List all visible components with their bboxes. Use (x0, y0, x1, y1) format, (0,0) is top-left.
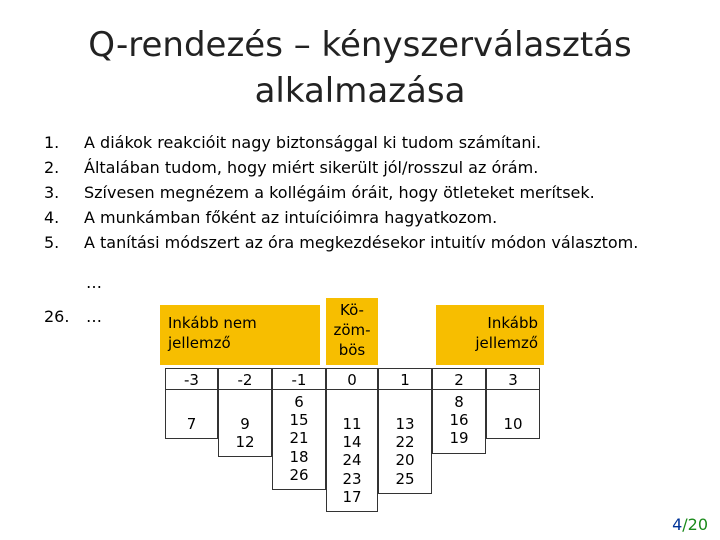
scale-value: -2 (218, 368, 272, 390)
statement-id: 16 (449, 411, 469, 430)
statement-item (44, 230, 638, 255)
scale-value: 1 (378, 368, 432, 390)
q-sort-column (378, 390, 432, 494)
statement-id: 10 (503, 415, 523, 433)
statement-item (44, 155, 638, 180)
statement-id: 22 (395, 433, 415, 452)
statement-item-last (44, 307, 102, 326)
label-line: jellemző (475, 334, 538, 352)
q-sort-column (486, 390, 540, 439)
statement-id: 25 (395, 469, 415, 488)
scale-value: 0 (326, 368, 378, 390)
title-line-2: alkalmazása (254, 71, 466, 111)
statement-id: 12 (235, 433, 255, 452)
statement-number: 4. (44, 208, 60, 227)
statement-id: 21 (289, 429, 309, 448)
label-line: Inkább nem (168, 314, 257, 332)
label-line: bös (338, 341, 366, 359)
scale-value: -1 (272, 368, 326, 390)
scale-value: -3 (165, 368, 218, 390)
statement-number: 2. (44, 158, 60, 177)
q-sort-column (326, 390, 378, 512)
page-number (672, 515, 708, 534)
statement-id: 11 (342, 415, 362, 433)
scale-value: 2 (432, 368, 486, 390)
slide-title (0, 22, 720, 114)
label-characteristic (436, 305, 544, 365)
statement-id: 13 (395, 415, 415, 433)
statement-ellipsis: … (86, 273, 102, 292)
statement-id: 6 (294, 393, 304, 411)
q-sort-column (272, 390, 326, 490)
statement-item (44, 180, 638, 205)
page-separator: / (682, 515, 688, 534)
label-not-characteristic (160, 305, 320, 365)
label-line: zöm- (333, 321, 371, 339)
statement-id: 26 (289, 465, 309, 484)
statement-id: 7 (186, 415, 197, 433)
statement-id: 20 (395, 451, 415, 470)
statement-item (44, 205, 638, 230)
statement-text: Szívesen megnézem a kollégáim óráit, hogy ötleteket merítsek. (84, 183, 595, 202)
q-sort-column (218, 390, 272, 457)
label-line: Kö- (340, 301, 364, 319)
statement-id: 17 (342, 487, 362, 506)
statement-item (44, 130, 638, 155)
statement-id: 15 (289, 411, 309, 430)
statement-number: 1. (44, 133, 60, 152)
statement-id: 19 (449, 429, 469, 448)
scale-value: 3 (486, 368, 540, 390)
statement-text: A munkámban főként az intuícióimra hagyatkozom. (84, 208, 498, 227)
statement-number: 3. (44, 183, 60, 202)
statement-text: Általában tudom, hogy miért sikerült jól/rosszul az órám. (84, 158, 539, 177)
label-neutral (326, 298, 378, 365)
q-sort-column (432, 390, 486, 454)
statement-id: 14 (342, 433, 362, 452)
statement-id: 23 (342, 469, 362, 488)
statement-text: A diákok reakcióit nagy biztonsággal ki tudom számítani. (84, 133, 542, 152)
statement-list (44, 130, 638, 255)
q-sort-column (165, 390, 218, 439)
statement-id: 9 (240, 415, 250, 433)
statement-id: 8 (454, 393, 464, 411)
statement-text: A tanítási módszert az óra megkezdésekor intuitív módon választom. (84, 233, 639, 252)
statement-number: 5. (44, 233, 60, 252)
statement-text: … (86, 307, 102, 326)
page-total: 20 (687, 515, 708, 534)
page-current: 4 (672, 515, 683, 534)
title-line-1: Q-rendezés – kényszerválasztás (88, 25, 632, 65)
label-line: jellemző (168, 334, 231, 352)
statement-number: 26. (44, 307, 70, 326)
statement-id: 24 (342, 451, 362, 470)
label-line: Inkább (487, 314, 538, 332)
statement-id: 18 (289, 447, 309, 466)
